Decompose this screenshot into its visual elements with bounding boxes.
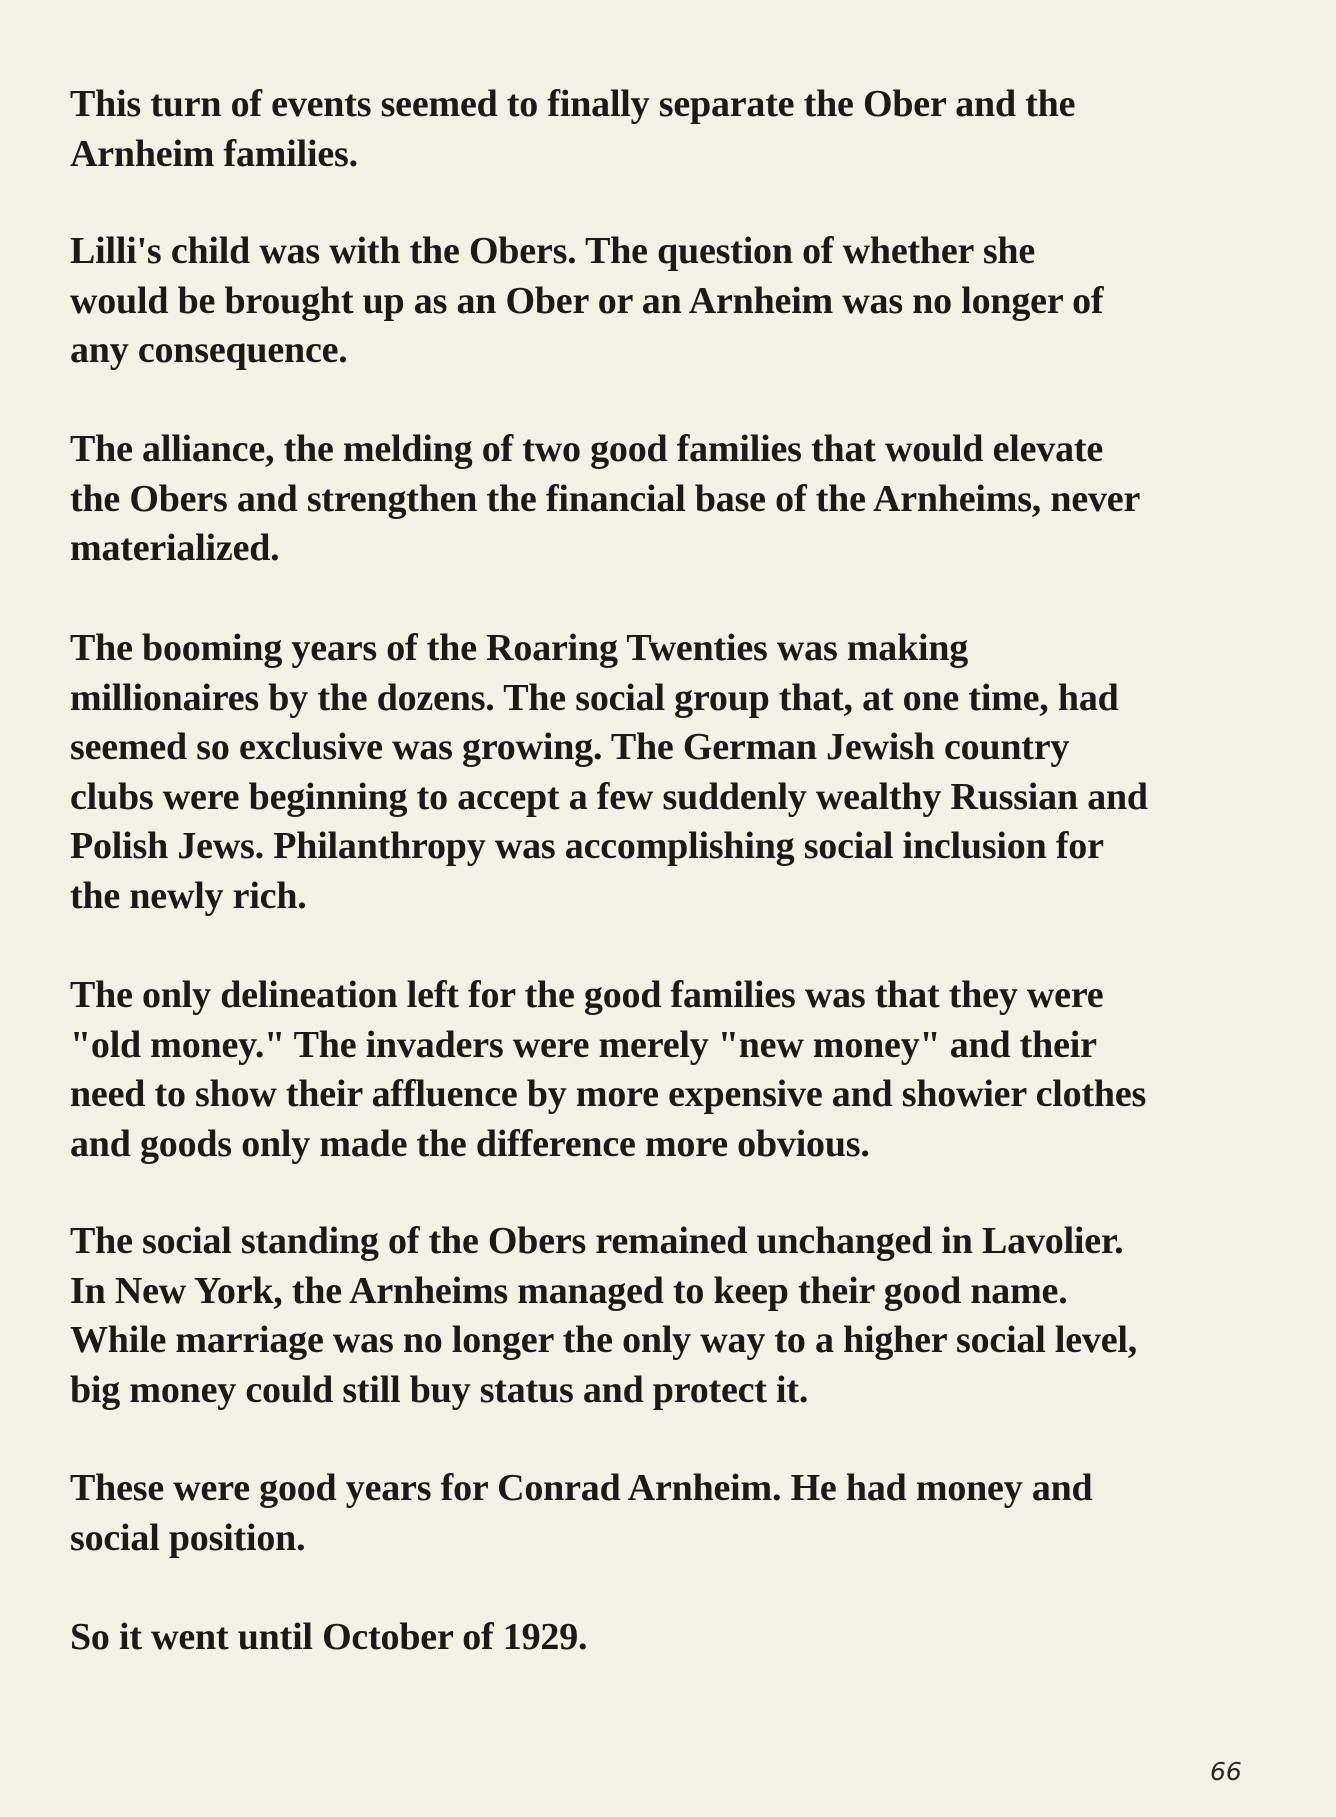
paragraph-1 xyxy=(70,80,1300,179)
page-number: 66 xyxy=(1210,1757,1242,1786)
paragraph-line: The booming years of the Roaring Twenties was making xyxy=(70,627,969,669)
paragraph-line: materialized. xyxy=(70,527,280,569)
paragraph-line: the newly rich. xyxy=(70,874,307,917)
paragraph-line: millionaires by the dozens. The social group that, at one time, had xyxy=(70,676,1119,719)
paragraph-line: would be brought up as an Ober or an Arnheim was no longer of xyxy=(70,279,1104,322)
paragraph-8 xyxy=(70,1613,1300,1663)
paragraph-line: clubs were beginning to accept a few suddenly wealthy Russian and xyxy=(70,775,1148,818)
paragraph-line: While marriage was no longer the only way to a higher social level, xyxy=(70,1319,1138,1361)
paragraph-line: and goods only made the difference more obvious. xyxy=(70,1122,870,1165)
paragraph-line: In New York, the Arnheims managed to keep their good name. xyxy=(70,1269,1068,1312)
paragraph-line: the Obers and strengthen the financial base of the Arnheims, never xyxy=(70,477,1141,520)
paragraph-line: "old money." The invaders were merely "new money" and their xyxy=(70,1023,1097,1066)
paragraph-line: Lilli's child was with the Obers. The question of whether she xyxy=(70,230,1036,272)
paragraph-line: seemed so exclusive was growing. The German Jewish country xyxy=(70,726,1070,768)
paragraph-line: need to show their affluence by more expensive and showier clothes xyxy=(70,1073,1147,1115)
paragraph-line: So it went until October of 1929. xyxy=(70,1616,588,1658)
paragraph-line: These were good years for Conrad Arnheim. He had money and xyxy=(70,1467,1093,1509)
paragraph-5 xyxy=(70,971,1300,1169)
paragraph-line: The alliance, the melding of two good families that would elevate xyxy=(70,428,1103,470)
paragraph-line: social position. xyxy=(70,1516,306,1559)
paragraph-line: big money could still buy status and protect it. xyxy=(70,1368,809,1411)
paragraph-3 xyxy=(70,425,1300,574)
paragraph-line: The only delineation left for the good families was that they were xyxy=(70,974,1104,1016)
paragraph-line: Polish Jews. Philanthropy was accomplishing social inclusion for xyxy=(70,825,1104,867)
paragraph-line: The social standing of the Obers remained unchanged in Lavolier. xyxy=(70,1220,1124,1262)
paragraph-2 xyxy=(70,227,1300,376)
paragraph-7 xyxy=(70,1464,1300,1563)
paragraph-line: Arnheim families. xyxy=(70,132,358,175)
paragraph-4 xyxy=(70,624,1300,921)
paragraph-line: This turn of events seemed to finally separate the Ober and the xyxy=(70,83,1076,125)
paragraph-6 xyxy=(70,1217,1300,1415)
paragraph-line: any consequence. xyxy=(70,329,348,371)
